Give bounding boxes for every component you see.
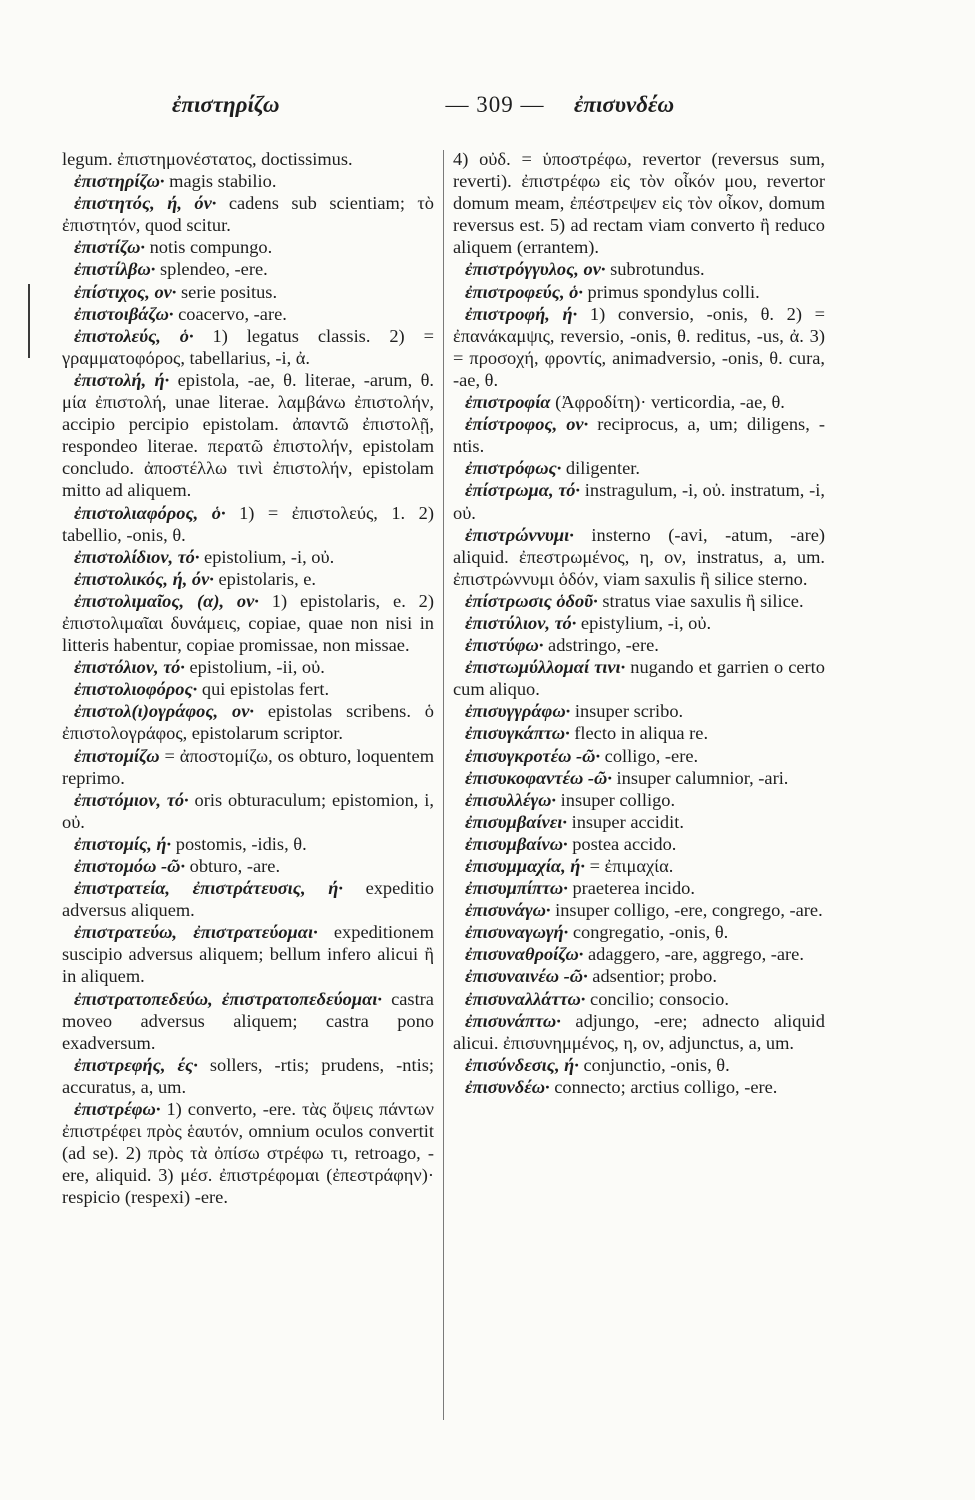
entry-definition: adjungo, -ere; adnecto aliquid alicui. ἐπισυνημμένος, η, ον, adjunctus, a, um.: [453, 1010, 825, 1053]
entry-headword: ἐπιστωμύλλομαί τινι·: [465, 657, 626, 678]
dictionary-entry: [453, 899, 825, 921]
dictionary-entry: [453, 943, 825, 965]
entry-definition: oris obturaculum; epistomion, i, οὐ.: [62, 789, 434, 832]
entry-headword: ἐπιστόλιον, τό·: [74, 657, 185, 678]
dictionary-entry: [62, 921, 434, 987]
entry-headword: ἐπισυνδέω·: [465, 1076, 550, 1097]
entry-definition: insuper scribo.: [574, 701, 684, 722]
entry-definition: concilio; consocio.: [590, 988, 729, 1009]
entry-definition: flecto in aliqua re.: [574, 723, 709, 744]
entry-definition: postea accido.: [572, 833, 677, 854]
entry-headword: ἐπιστρατεία, ἐπιστράτευσις, ή·: [74, 878, 343, 899]
entry-definition: insuper calumnior, -ari.: [616, 767, 789, 788]
entry-headword: ἐπισυναινέω -ῶ·: [465, 966, 588, 987]
dictionary-entry: [453, 391, 825, 413]
entry-headword: ἐπισύνδεσις, ή·: [465, 1054, 579, 1075]
dictionary-entry: [453, 877, 825, 899]
entry-definition: instragulum, -i, οὐ. instratum, -i, οὐ.: [453, 480, 825, 523]
dictionary-entry: [453, 722, 825, 744]
entry-definition: serie positus.: [181, 281, 278, 302]
dictionary-entry: [453, 1076, 825, 1098]
page-number: — 309 —: [445, 92, 545, 117]
entry-headword: ἐπιστολιαφόρος, ὁ·: [74, 502, 226, 523]
entry-definition: insuper colligo, -ere, congrego, -are.: [555, 900, 823, 921]
dictionary-entry: [62, 325, 434, 369]
entry-headword: ἐπίστιχος, ον·: [74, 281, 177, 302]
entry-headword: ἐπιστολ(ι)ογράφος, ον·: [74, 701, 254, 722]
entry-definition: reciprocus, a, um; diligens, -ntis.: [453, 414, 825, 457]
running-head-last-word: ἐπισυνδέω: [574, 92, 675, 117]
entry-headword: ἐπισυνάγω·: [465, 900, 551, 921]
entry-definition: coacervo, -are.: [178, 303, 287, 324]
entry-headword: ἐπιστίζω·: [74, 237, 145, 258]
dictionary-entry: [453, 524, 825, 590]
dictionary-entry: [453, 745, 825, 767]
entry-definition: 1) converto, -ere. τὰς ὄψεις πάντων ἐπιστρέφει πρὸς ἑαυτόν, omnium oculos convertit (ad se). 2) πρὸς τὰ ὀπίσω στρέφω τι, retroago, -ere, aliquid. 3) μέσ. ἐπιστρέφομαι (ἐπεστράφην)· respicio (respexi) -ere.: [62, 1099, 434, 1208]
column-divider: [443, 150, 444, 1420]
entry-headword: ἐπισυναγωγή·: [465, 922, 569, 943]
dictionary-entry: [453, 479, 825, 523]
entry-definition: adaggero, -are, aggrego, -are.: [587, 944, 804, 965]
entry-definition: magis stabilio.: [169, 171, 277, 192]
entry-definition: epistolaris, e.: [218, 568, 317, 589]
dictionary-entry: [453, 590, 825, 612]
entry-definition: adstringo, -ere.: [548, 635, 659, 656]
right-column: [453, 148, 825, 1098]
entry-headword: ἐπιστρώννυμι·: [465, 524, 574, 545]
entry-definition: congregatio, -onis, θ.: [572, 922, 729, 943]
entry-definition: 1) epistolaris, e. 2) ἐπιστολιμαῖαι δυνάμεις, copiae, quae non nisi in litteris habentur, copiae promissae, non missae.: [62, 590, 434, 656]
entry-headword: ἐπίστρωμα, τό·: [465, 480, 581, 501]
entry-definition: expeditio adversus aliquem.: [62, 878, 434, 921]
entry-definition: 4) οὐδ. = ὑποστρέφω, revertor (reversus sum, reverti). ἐπιστρέφω εἰς τὸν οἶκόν μου, revertor domum meam, ἐπέστρεψεν εἰς τὸν οἶκον, domum reversus est. 5) ad rectam viam converto ἢ reduco aliquem (errantem).: [453, 149, 825, 258]
entry-definition: qui epistolas fert.: [201, 679, 330, 700]
entry-headword: ἐπιστομίς, ή·: [74, 833, 172, 854]
entry-headword: ἐπιστηρίζω·: [74, 171, 165, 192]
entry-definition: epistylium, -i, οὐ.: [580, 612, 712, 633]
entry-definition: nugando et garrien o certo cum aliquo.: [453, 657, 825, 700]
entry-headword: ἐπίστρωσις ὁδοῦ·: [465, 590, 598, 611]
entry-definition: = ἀποστομίζω, os obturo, loquentem reprimo.: [62, 745, 434, 788]
dictionary-entry: [453, 656, 825, 700]
dictionary-entry: [453, 789, 825, 811]
entry-headword: ἐπιστρέφω·: [74, 1099, 161, 1120]
dictionary-entry: [62, 369, 434, 502]
dictionary-entry: [453, 148, 825, 258]
entry-definition: insterno (-avi, -atum, -are) aliquid. ἐπεστρωμένος, η, ον, instratus, a, um. ἐπιστρώννυμι ὁδόν, viam saxulis ἢ silice sterno.: [453, 524, 825, 589]
dictionary-entry: [453, 1054, 825, 1076]
dictionary-entry: [453, 921, 825, 943]
dictionary-entry: [62, 258, 434, 280]
entry-headword: ἐπισυκοφαντέω -ῶ·: [465, 767, 612, 788]
entry-definition: castra moveo adversus aliquem; castra pono exadversum.: [62, 988, 434, 1053]
entry-headword: ἐπισυλλέγω·: [465, 789, 557, 810]
dictionary-entry: [453, 988, 825, 1010]
entry-definition: legum. ἐπιστημονέστατος, doctissimus.: [62, 149, 353, 169]
dictionary-entry: [453, 855, 825, 877]
dictionary-entry: [453, 767, 825, 789]
entry-headword: ἐπιστρατοπεδεύω, ἐπιστρατοπεδεύομαι·: [74, 988, 382, 1009]
entry-definition: diligenter.: [565, 458, 640, 479]
dictionary-entry: [453, 413, 825, 457]
margin-mark: [28, 284, 30, 358]
entry-headword: ἐπιστολή, ή·: [74, 369, 170, 390]
entry-headword: ἐπισυμμαχία, ή·: [465, 856, 585, 876]
dictionary-entry: [453, 700, 825, 722]
dictionary-entry: [62, 745, 434, 789]
dictionary-entry: [62, 678, 434, 700]
entry-definition: connecto; arctius colligo, -ere.: [554, 1076, 778, 1097]
dictionary-entry: [453, 811, 825, 833]
dictionary-entry: [62, 1054, 434, 1098]
entry-definition: insuper accidit.: [571, 811, 684, 832]
dictionary-entry: [453, 1010, 825, 1054]
entry-headword: ἐπιστύφω·: [465, 635, 544, 656]
dictionary-entry: [62, 281, 434, 303]
dictionary-entry: [453, 612, 825, 634]
entry-headword: ἐπιστροφή, ή·: [465, 303, 578, 324]
entry-headword: ἐπιστητός, ή, όν·: [74, 193, 217, 214]
entry-headword: ἐπιστρεφής, ές·: [74, 1054, 198, 1075]
entry-definition: postomis, -idis, θ.: [175, 833, 307, 854]
entry-definition: = ἐπιμαχία.: [589, 856, 674, 876]
dictionary-entry: [62, 1098, 434, 1208]
entry-definition: obturo, -are.: [189, 856, 281, 876]
dictionary-entry: [62, 148, 434, 170]
dictionary-entry: [62, 303, 434, 325]
dictionary-entry: [62, 855, 434, 877]
entry-headword: ἐπιστολίδιον, τό·: [74, 546, 200, 567]
entry-definition: (Ἀφροδίτη)· verticordia, -ae, θ.: [555, 392, 785, 413]
entry-headword: ἐπιστολιμαῖος, (α), ον·: [74, 590, 259, 611]
entry-definition: epistola, -ae, θ. literae, -arum, θ. μία ἐπιστολή, unae literae. λαμβάνω ἐπιστολήν, accipio percipio epistolam. ἀπαντῶ ἐπιστολῇ, respondeo literae. περατῶ ἐπιστολήν, epistolam concludo. ἀποστέλλω τινὶ ἐπιστολήν, epistolam mitto ad aliquem.: [62, 369, 434, 501]
entry-definition: insuper colligo.: [560, 789, 676, 810]
page-header: [60, 92, 930, 132]
dictionary-entry: [453, 965, 825, 987]
entry-definition: primus spondylus colli.: [587, 281, 760, 302]
entry-headword: ἐπιστοιβάζω·: [74, 303, 174, 324]
dictionary-entry: [453, 281, 825, 303]
entry-headword: ἐπίστροφος, ον·: [465, 414, 589, 435]
entry-headword: ἐπιστρόγγυλος, ον·: [465, 259, 606, 280]
entry-headword: ἐπισυγκάπτω·: [465, 723, 570, 744]
entry-definition: praeterea incido.: [572, 878, 695, 899]
dictionary-entry: [62, 568, 434, 590]
entry-headword: ἐπιστομίζω: [74, 745, 160, 766]
entry-headword: ἐπιστρόφως·: [465, 458, 562, 479]
entry-definition: subrotundus.: [610, 259, 705, 280]
entry-headword: ἐπιστύλιον, τό·: [465, 612, 577, 633]
dictionary-entry: [453, 457, 825, 479]
dictionary-entry: [62, 546, 434, 568]
entry-definition: 1) = ἐπιστολεύς, 1. 2) tabellio, -onis, θ.: [62, 502, 434, 545]
entry-headword: ἐπισυναλλάττω·: [465, 988, 586, 1009]
entry-headword: ἐπισυγγράφω·: [465, 701, 571, 722]
entry-headword: ἐπιστίλβω·: [74, 259, 156, 280]
entry-definition: colligo, -ere.: [604, 745, 699, 766]
dictionary-entry: [62, 789, 434, 833]
dictionary-entry: [453, 258, 825, 280]
dictionary-entry: [62, 236, 434, 258]
dictionary-entry: [62, 833, 434, 855]
dictionary-entry: [62, 988, 434, 1054]
dictionary-entry: [62, 700, 434, 744]
entry-headword: ἐπιστομόω -ῶ·: [74, 856, 186, 876]
dictionary-entry: [62, 502, 434, 546]
entry-definition: sollers, -rtis; prudens, -ntis; accuratus, a, um.: [62, 1054, 434, 1097]
entry-definition: 1) conversio, -onis, θ. 2) = ἐπανάκαμψις, reversio, -onis, θ. reditus, -us, ἀ. 3) = προσοχή, φροντίς, animadversio, -onis, θ. cura, -ae, θ.: [453, 303, 825, 390]
entry-headword: ἐπιστολικός, ή, όν·: [74, 568, 214, 589]
dictionary-entry: [453, 634, 825, 656]
entry-headword: ἐπιστροφία: [465, 392, 551, 413]
entry-definition: cadens sub scientiam; τὸ ἐπιστητόν, quod scitur.: [62, 193, 434, 236]
entry-headword: ἐπιστόμιον, τό·: [74, 789, 189, 810]
entry-headword: ἐπισυμβαίνω·: [465, 833, 568, 854]
entry-headword: ἐπισυμβαίνει·: [465, 811, 567, 832]
entry-headword: ἐπιστολεύς, ὁ·: [74, 325, 194, 346]
left-column: [62, 148, 434, 1209]
entry-headword: ἐπισυγκροτέω -ῶ·: [465, 745, 601, 766]
dictionary-entry: [62, 170, 434, 192]
entry-definition: 1) legatus classis. 2) = γραμματοφόρος, tabellarius, -i, ἀ.: [62, 325, 434, 368]
entry-definition: epistolium, -i, οὐ.: [204, 546, 335, 567]
dictionary-entry: [62, 590, 434, 656]
dictionary-entry: [453, 303, 825, 391]
entry-definition: notis compungo.: [149, 237, 273, 258]
entry-definition: expeditionem suscipio adversus aliquem; bellum infero alicui ἢ in aliquem.: [62, 922, 434, 987]
entry-headword: ἐπιστροφεύς, ὁ·: [465, 281, 583, 302]
entry-headword: ἐπιστρατεύω, ἐπιστρατεύομαι·: [74, 922, 318, 943]
dictionary-entry: [62, 656, 434, 678]
dictionary-entry: [453, 833, 825, 855]
running-head-first-word: ἐπιστηρίζω: [172, 92, 280, 117]
entry-definition: epistolas scribens. ὁ ἐπιστολογράφος, epistolarum scriptor.: [62, 701, 434, 744]
dictionary-entry: [62, 877, 434, 921]
entry-headword: ἐπισυναθροίζω·: [465, 944, 584, 965]
entry-definition: conjunctio, -onis, θ.: [583, 1054, 730, 1075]
entry-definition: stratus viae saxulis ἢ silice.: [602, 590, 804, 611]
entry-headword: ἐπισυμπίπτω·: [465, 878, 568, 899]
entry-headword: ἐπιστολιοφόρος·: [74, 679, 198, 700]
entry-headword: ἐπισυνάπτω·: [465, 1010, 561, 1031]
entry-definition: adsentior; probo.: [592, 966, 717, 987]
entry-definition: splendeo, -ere.: [159, 259, 268, 280]
entry-definition: epistolium, -ii, οὐ.: [189, 657, 325, 678]
dictionary-entry: [62, 192, 434, 236]
